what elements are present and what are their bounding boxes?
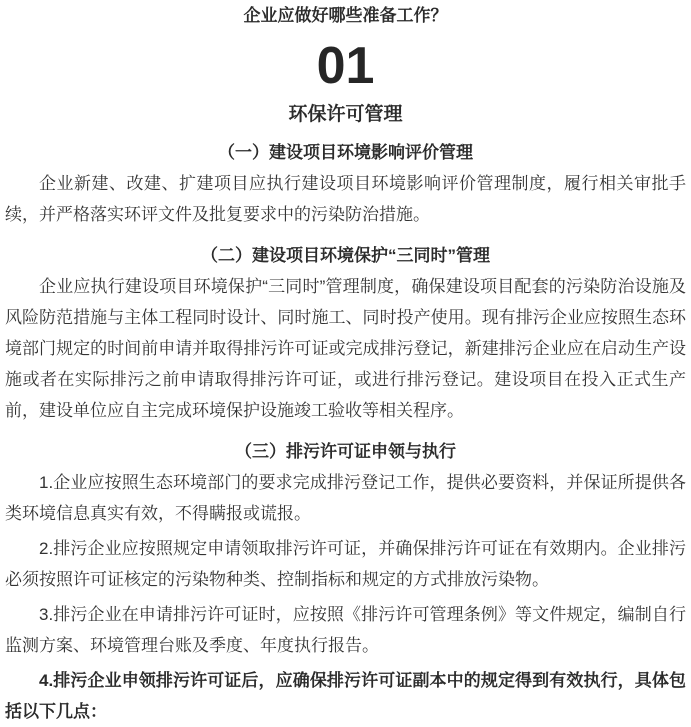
section-2-paragraph: 企业应执行建设项目环境保护“三同时”管理制度，确保建设项目配套的污染防治设施及风险防范措施与主体工程同时设计、同时施工、同时投产使用。现有排污企业应按照生态环境部门规定的时间前申请并取得排污许可证或完成排污登记，新建排污企业应在启动生产设施或者在实际排污之前申请取得排污许可证，或进行排污登记。建设项目在投入正式生产前，建设单位应自主完成环境保护设施竣工验收等相关程序。 <box>5 277 686 420</box>
section-3-heading: （三）排污许可证申领与执行 <box>235 442 456 461</box>
section-3-paragraph-1: 1.企业应按照生态环境部门的要求完成排污登记工作，提供必要资料，并保证所提供各类环境信息真实有效，不得瞒报或谎报。 <box>5 473 686 523</box>
section-1-paragraph: 企业新建、改建、扩建项目应执行建设项目环境影响评价管理制度，履行相关审批手续，并严格落实环评文件及批复要求中的污染防治措施。 <box>5 174 686 224</box>
section-3-paragraph-3: 3.排污企业在申请排污许可证时，应按照《排污许可管理条例》等文件规定，编制自行监测方案、环境管理台账及季度、年度执行报告。 <box>5 605 686 655</box>
section-3-paragraph-2: 2.排污企业应按照规定申请领取排污许可证，并确保排污许可证在有效期内。企业排污必须按照许可证核定的污染物种类、控制指标和规定的方式排放污染物。 <box>5 539 686 589</box>
chapter-number: 01 <box>316 37 375 95</box>
section-1-heading: （一）建设项目环境影响评价管理 <box>218 143 473 162</box>
section-3-paragraph-4: 4.排污企业申领排污许可证后，应确保排污许可证副本中的规定得到有效执行，具体包括以下几点： <box>5 671 686 721</box>
section-2-heading: （二）建设项目环境保护“三同时”管理 <box>201 246 490 265</box>
chapter-title: 环保许可管理 <box>288 104 403 125</box>
article-title: 企业应做好哪些准备工作？ <box>243 6 448 25</box>
